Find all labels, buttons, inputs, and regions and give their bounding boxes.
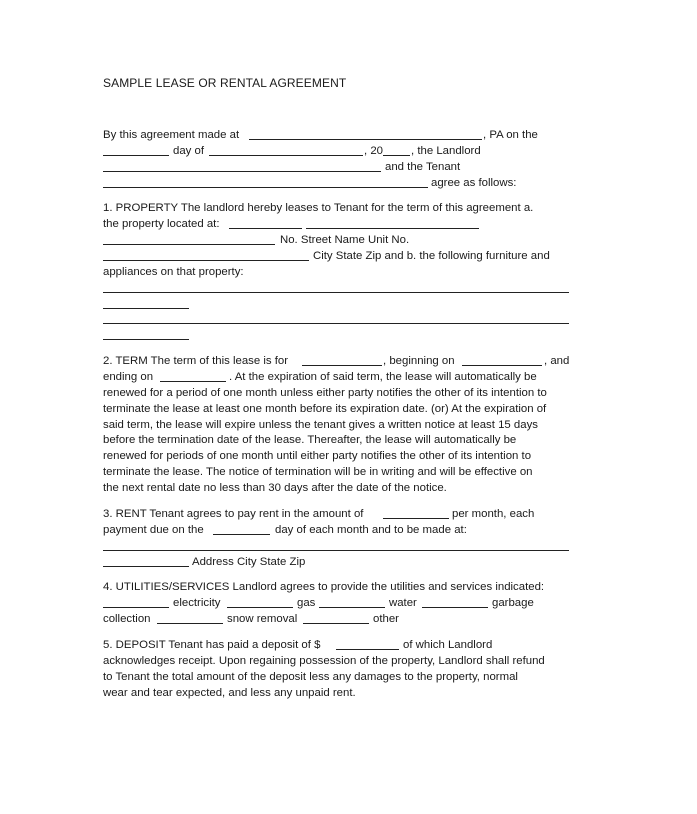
tenant-name-blank[interactable] — [103, 187, 428, 188]
term-line7: renewed for periods of one month until either party notifies the other of its intention to — [103, 450, 532, 462]
intro-line1-text: By this agreement made at — [103, 129, 240, 141]
term-line2-a: ending on — [103, 371, 154, 383]
deposit-line3: to Tenant the total amount of the deposit less any damages to the property, normal — [103, 671, 518, 683]
utility-collection: collection — [103, 613, 151, 625]
term-line2-b: . At the expiration of said term, the lease will automatically be — [229, 371, 537, 383]
garbage-blank[interactable] — [422, 607, 488, 608]
term-end-date-blank[interactable] — [160, 381, 226, 382]
property-line4: City State Zip and b. the following furniture and — [313, 250, 550, 262]
term-line9: the next rental date no less than 30 days after the date of the notice. — [103, 482, 447, 494]
rent-line3: Address City State Zip — [192, 556, 306, 568]
agreement-year-blank[interactable] — [383, 155, 410, 156]
intro-landlord-text: , the Landlord — [411, 145, 481, 157]
document-title: SAMPLE LEASE OR RENTAL AGREEMENT — [103, 76, 347, 90]
furniture-blank-4[interactable] — [103, 339, 189, 340]
electricity-blank[interactable] — [103, 607, 169, 608]
property-address-blank-b[interactable] — [306, 228, 479, 229]
property-line5: appliances on that property: — [103, 266, 244, 278]
deposit-amount-blank[interactable] — [336, 649, 399, 650]
term-line6: before the termination date of the lease. Thereafter, the lease will automatically be — [103, 434, 517, 446]
rent-amount-blank[interactable] — [383, 518, 449, 519]
deposit-line4: wear and tear expected, and less any unpaid rent. — [103, 687, 356, 699]
rent-line1-b: per month, each — [452, 508, 535, 520]
intro-year-prefix-text: , 20 — [364, 145, 383, 157]
property-line3: No. Street Name Unit No. — [280, 234, 410, 246]
rent-line2-a: payment due on the — [103, 524, 204, 536]
term-line5: said term, the lease will expire unless the tenant gives a written notice at least 15 days — [103, 419, 538, 431]
utility-garbage: garbage — [492, 597, 534, 609]
term-line1-c: , and — [544, 355, 570, 367]
term-start-date-blank[interactable] — [462, 365, 542, 366]
rent-payment-address-blank[interactable] — [103, 550, 569, 551]
term-line4: terminate the lease at least one month before its expiration date. (or) At the expiration of — [103, 403, 547, 415]
deposit-line1-b: of which Landlord — [403, 639, 493, 651]
furniture-blank-2[interactable] — [103, 308, 189, 309]
utility-gas: gas — [297, 597, 316, 609]
furniture-blank-3[interactable] — [103, 323, 569, 324]
other-utility-blank[interactable] — [303, 623, 369, 624]
gas-blank[interactable] — [227, 607, 293, 608]
term-line3: renewed for a period of one month unless either party notifies the other of its intention to — [103, 387, 547, 399]
rent-city-blank[interactable] — [103, 566, 189, 567]
property-line2: the property located at: — [103, 218, 220, 230]
snow-removal-blank[interactable] — [157, 623, 223, 624]
utility-water: water — [389, 597, 417, 609]
deposit-line2: acknowledges receipt. Upon regaining possession of the property, Landlord shall refund — [103, 655, 545, 667]
property-line1: 1. PROPERTY The landlord hereby leases to Tenant for the term of this agreement a. — [103, 202, 534, 214]
utility-electricity: electricity — [173, 597, 221, 609]
street-address-blank[interactable] — [103, 244, 275, 245]
deposit-line1-a: 5. DEPOSIT Tenant has paid a deposit of $ — [103, 639, 321, 651]
water-blank[interactable] — [319, 607, 385, 608]
city-state-zip-blank[interactable] — [103, 260, 309, 261]
agreement-day-blank[interactable] — [103, 155, 169, 156]
term-line8: terminate the lease. The notice of termination will be in writing and will be effective on — [103, 466, 533, 478]
rent-line1-a: 3. RENT Tenant agrees to pay rent in the amount of — [103, 508, 364, 520]
furniture-blank-1[interactable] — [103, 292, 569, 293]
utilities-line1: 4. UTILITIES/SERVICES Landlord agrees to provide the utilities and services indicated: — [103, 581, 545, 593]
intro-agree-text: agree as follows: — [431, 177, 517, 189]
agreement-location-blank[interactable] — [249, 139, 482, 140]
landlord-name-blank[interactable] — [103, 171, 381, 172]
term-line1-b: , beginning on — [383, 355, 455, 367]
rent-due-day-blank[interactable] — [213, 534, 270, 535]
agreement-month-blank[interactable] — [209, 155, 363, 156]
intro-tenant-text: and the Tenant — [385, 161, 461, 173]
term-length-blank[interactable] — [302, 365, 382, 366]
property-address-blank-a[interactable] — [229, 228, 302, 229]
intro-pa-text: , PA on the — [483, 129, 538, 141]
utility-snow-removal: snow removal — [227, 613, 298, 625]
rent-line2-b: day of each month and to be made at: — [275, 524, 467, 536]
term-line1-a: 2. TERM The term of this lease is for — [103, 355, 289, 367]
intro-day-of-text: day of — [173, 145, 205, 157]
utility-other: other — [373, 613, 399, 625]
